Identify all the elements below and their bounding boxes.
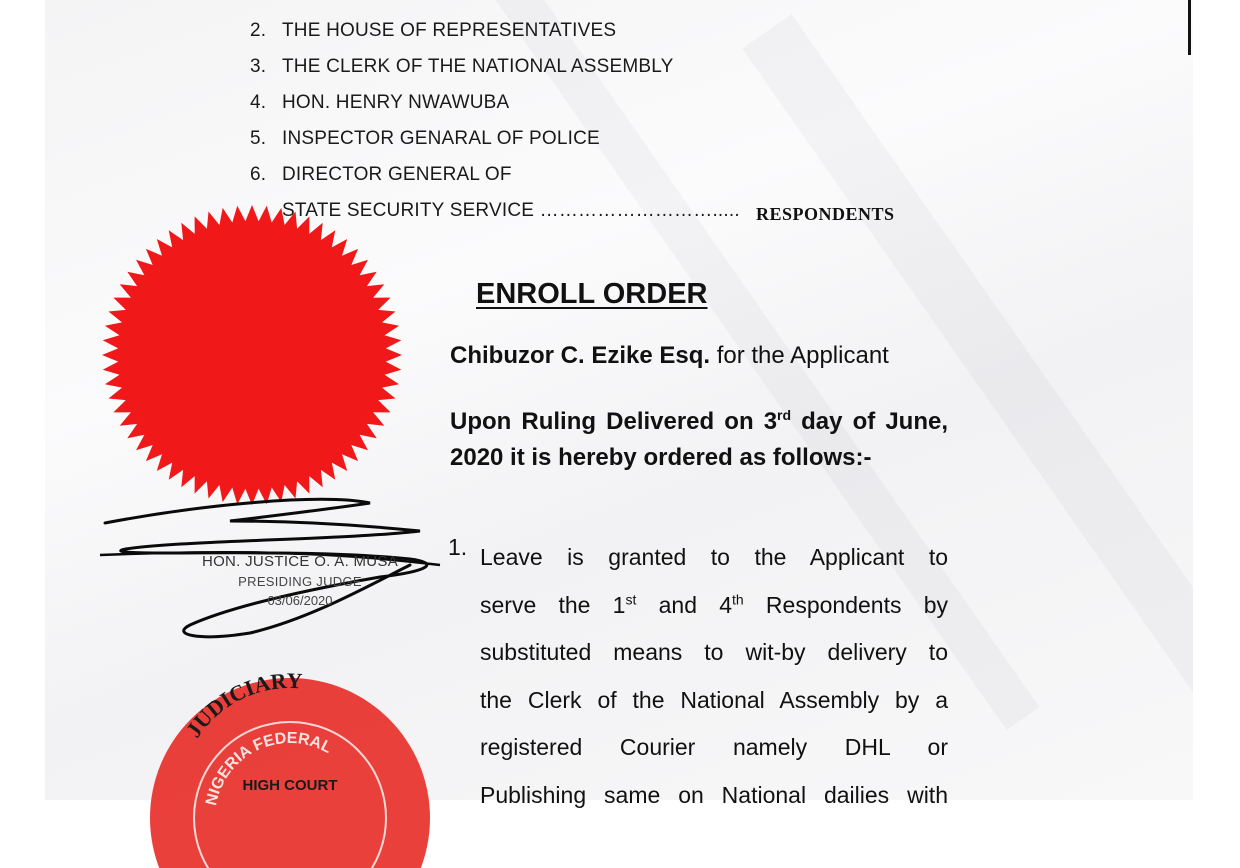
ruling-superscript: rd: [777, 407, 792, 423]
order-line: the Clerk of the National Assembly by a: [480, 686, 948, 713]
respondent-item: [250, 56, 673, 78]
respondent-name: THE HOUSE OF REPRESENTATIVES: [282, 20, 617, 41]
order-item-text: [480, 534, 948, 820]
order-line: substituted means to wit-by delivery to: [480, 639, 948, 666]
respondents-tag: RESPONDENTS: [756, 204, 895, 224]
order-line: registered Courier namely DHL or: [480, 734, 948, 761]
respondent-name: INSPECTOR GENARAL OF POLICE: [282, 128, 600, 149]
order-superscript: th: [732, 590, 744, 607]
margin-rule: [1188, 0, 1191, 55]
judge-title: PRESIDING JUDGE: [238, 574, 362, 589]
judge-signature-block: [150, 553, 450, 608]
respondent-item: [250, 20, 616, 42]
respondent-number: 4.: [250, 92, 267, 113]
respondent-item: [250, 92, 509, 114]
order-line: Leave is granted to the Applicant to: [480, 544, 948, 570]
document-title: ENROLL ORDER: [476, 278, 708, 310]
counsel-name: Chibuzor C. Ezike Esq.: [450, 342, 711, 369]
svg-text:HIGH COURT: HIGH COURT: [242, 777, 338, 794]
counsel-role: for the Applicant: [710, 342, 889, 369]
counsel-line: [450, 342, 889, 370]
respondent-name: STATE SECURITY SERVICE ……………………….....: [282, 200, 740, 221]
respondent-item: [250, 128, 600, 150]
respondent-item: [250, 164, 512, 186]
judge-name: HON. JUSTICE O. A. MUSA: [201, 553, 399, 570]
respondent-name: DIRECTOR GENERAL OF: [282, 164, 512, 185]
order-line: Publishing same on National dailies with: [480, 781, 948, 808]
order-fragment: serve the 1: [480, 591, 626, 618]
respondent-number: 2.: [250, 20, 267, 41]
red-wax-seal-icon: [95, 205, 410, 505]
order-fragment: Respondents by: [743, 591, 948, 618]
judge-date: 03/06/2020: [267, 593, 333, 608]
respondent-number: 5.: [250, 128, 267, 149]
order-line: [480, 582, 948, 630]
svg-text:JUDICIARY: JUDICIARY: [180, 668, 303, 742]
svg-text:NIGERIA FEDERAL: NIGERIA FEDERAL: [203, 729, 335, 808]
respondent-number: 3.: [250, 56, 267, 77]
respondent-number: 6.: [250, 164, 267, 185]
respondent-name: THE CLERK OF THE NATIONAL ASSEMBLY: [282, 56, 674, 77]
court-stamp-icon: [140, 668, 440, 868]
ruling-text: day of June, 2020 it is hereby ordered as follows:-: [450, 408, 949, 471]
order-fragment: and 4: [636, 591, 733, 618]
order-superscript: st: [625, 590, 637, 607]
respondent-name: HON. HENRY NWAWUBA: [282, 92, 510, 113]
order-item-number: 1.: [448, 534, 468, 560]
ruling-paragraph: [450, 404, 948, 476]
ruling-text: Upon Ruling Delivered on 3: [450, 408, 778, 435]
